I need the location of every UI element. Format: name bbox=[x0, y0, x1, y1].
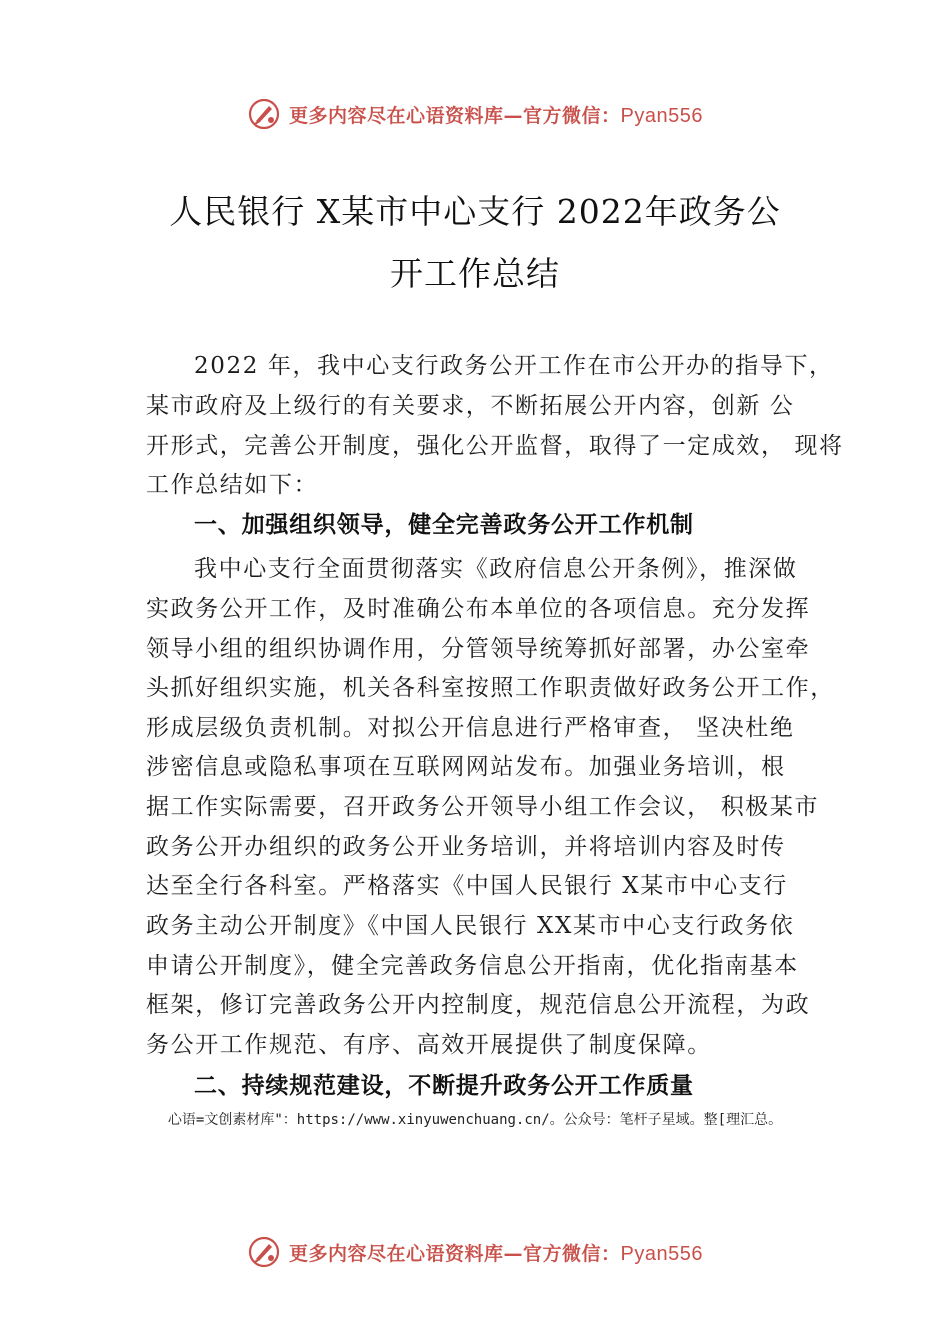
intro-line-2: 某市政府及上级行的有关要求，不断拓展公开内容，创新 公 bbox=[146, 393, 795, 419]
watermark-id: Pyan556 bbox=[620, 1242, 703, 1265]
pen-seal-logo-icon bbox=[247, 97, 281, 131]
section-1-line-5: 形成层级负责机制。对拟公开信息进行严格审查， 坚决杜绝 bbox=[146, 715, 795, 741]
section-1-line-4: 头抓好组织实施，机关各科室按照工作职责做好政务公开工作， bbox=[146, 675, 835, 701]
document-title-line-1: 人民银行 X某市中心支行 2022年政务公 bbox=[169, 192, 781, 231]
intro-line-3: 开形式，完善公开制度，强化公开监督，取得了一定成效， 现将 bbox=[146, 433, 844, 459]
section-2-heading: 二、持续规范建设，不断提升政务公开工作质量 bbox=[194, 1073, 694, 1099]
section-1-line-2: 实政务公开工作，及时准确公布本单位的各项信息。充分发挥 bbox=[146, 596, 811, 622]
watermark-text: 更多内容尽在心语资料库—官方微信：Pyan556 bbox=[289, 1242, 703, 1265]
section-1-line-7: 据工作实际需要，召开政务公开领导小组工作会议， 积极某市 bbox=[146, 794, 820, 820]
document-title-line-2: 开工作总结 bbox=[390, 254, 560, 293]
section-1-line-8: 政务公开办组织的政务公开业务培训，并将培训内容及时传 bbox=[146, 834, 786, 860]
section-1-line-10: 政务主动公开制度》《中国人民银行 XX某市中心支行政务依 bbox=[146, 913, 795, 939]
watermark-id: Pyan556 bbox=[620, 104, 703, 127]
section-1-line-13: 务公开工作规范、有序、高效开展提供了制度保障。 bbox=[146, 1032, 712, 1058]
intro-line-1: 2022 年，我中心支行政务公开工作在市公开办的指导下， bbox=[194, 353, 834, 379]
watermark-footer bbox=[0, 1232, 950, 1272]
section-1-line-6: 涉密信息或隐私事项在互联网网站发布。加强业务培训，根 bbox=[146, 754, 786, 780]
section-1-line-12: 框架，修订完善政务公开内控制度，规范信息公开流程，为政 bbox=[146, 992, 811, 1018]
section-1-line-9: 达至全行各科室。严格落实《中国人民银行 X某市中心支行 bbox=[146, 873, 788, 899]
source-footnote: 心语=文创素材库"：https://www.xinyuwenchuang.cn/。公众号：笔杆子星域。整[理汇总。 bbox=[167, 1112, 783, 1128]
section-1-heading: 一、加强组织领导，健全完善政务公开工作机制 bbox=[194, 512, 694, 538]
watermark-header bbox=[0, 94, 950, 134]
pen-seal-logo-icon bbox=[247, 1235, 281, 1269]
watermark-text: 更多内容尽在心语资料库—官方微信：Pyan556 bbox=[289, 104, 703, 127]
section-1-line-11: 申请公开制度》，健全完善政务信息公开指南，优化指南基本 bbox=[146, 953, 799, 979]
section-1-line-1: 我中心支行全面贯彻落实《政府信息公开条例》，推深做 bbox=[194, 556, 798, 582]
intro-line-4: 工作总结如下： bbox=[146, 472, 319, 498]
section-1-line-3: 领导小组的组织协调作用，分管领导统筹抓好部署，办公室牵 bbox=[146, 636, 811, 662]
